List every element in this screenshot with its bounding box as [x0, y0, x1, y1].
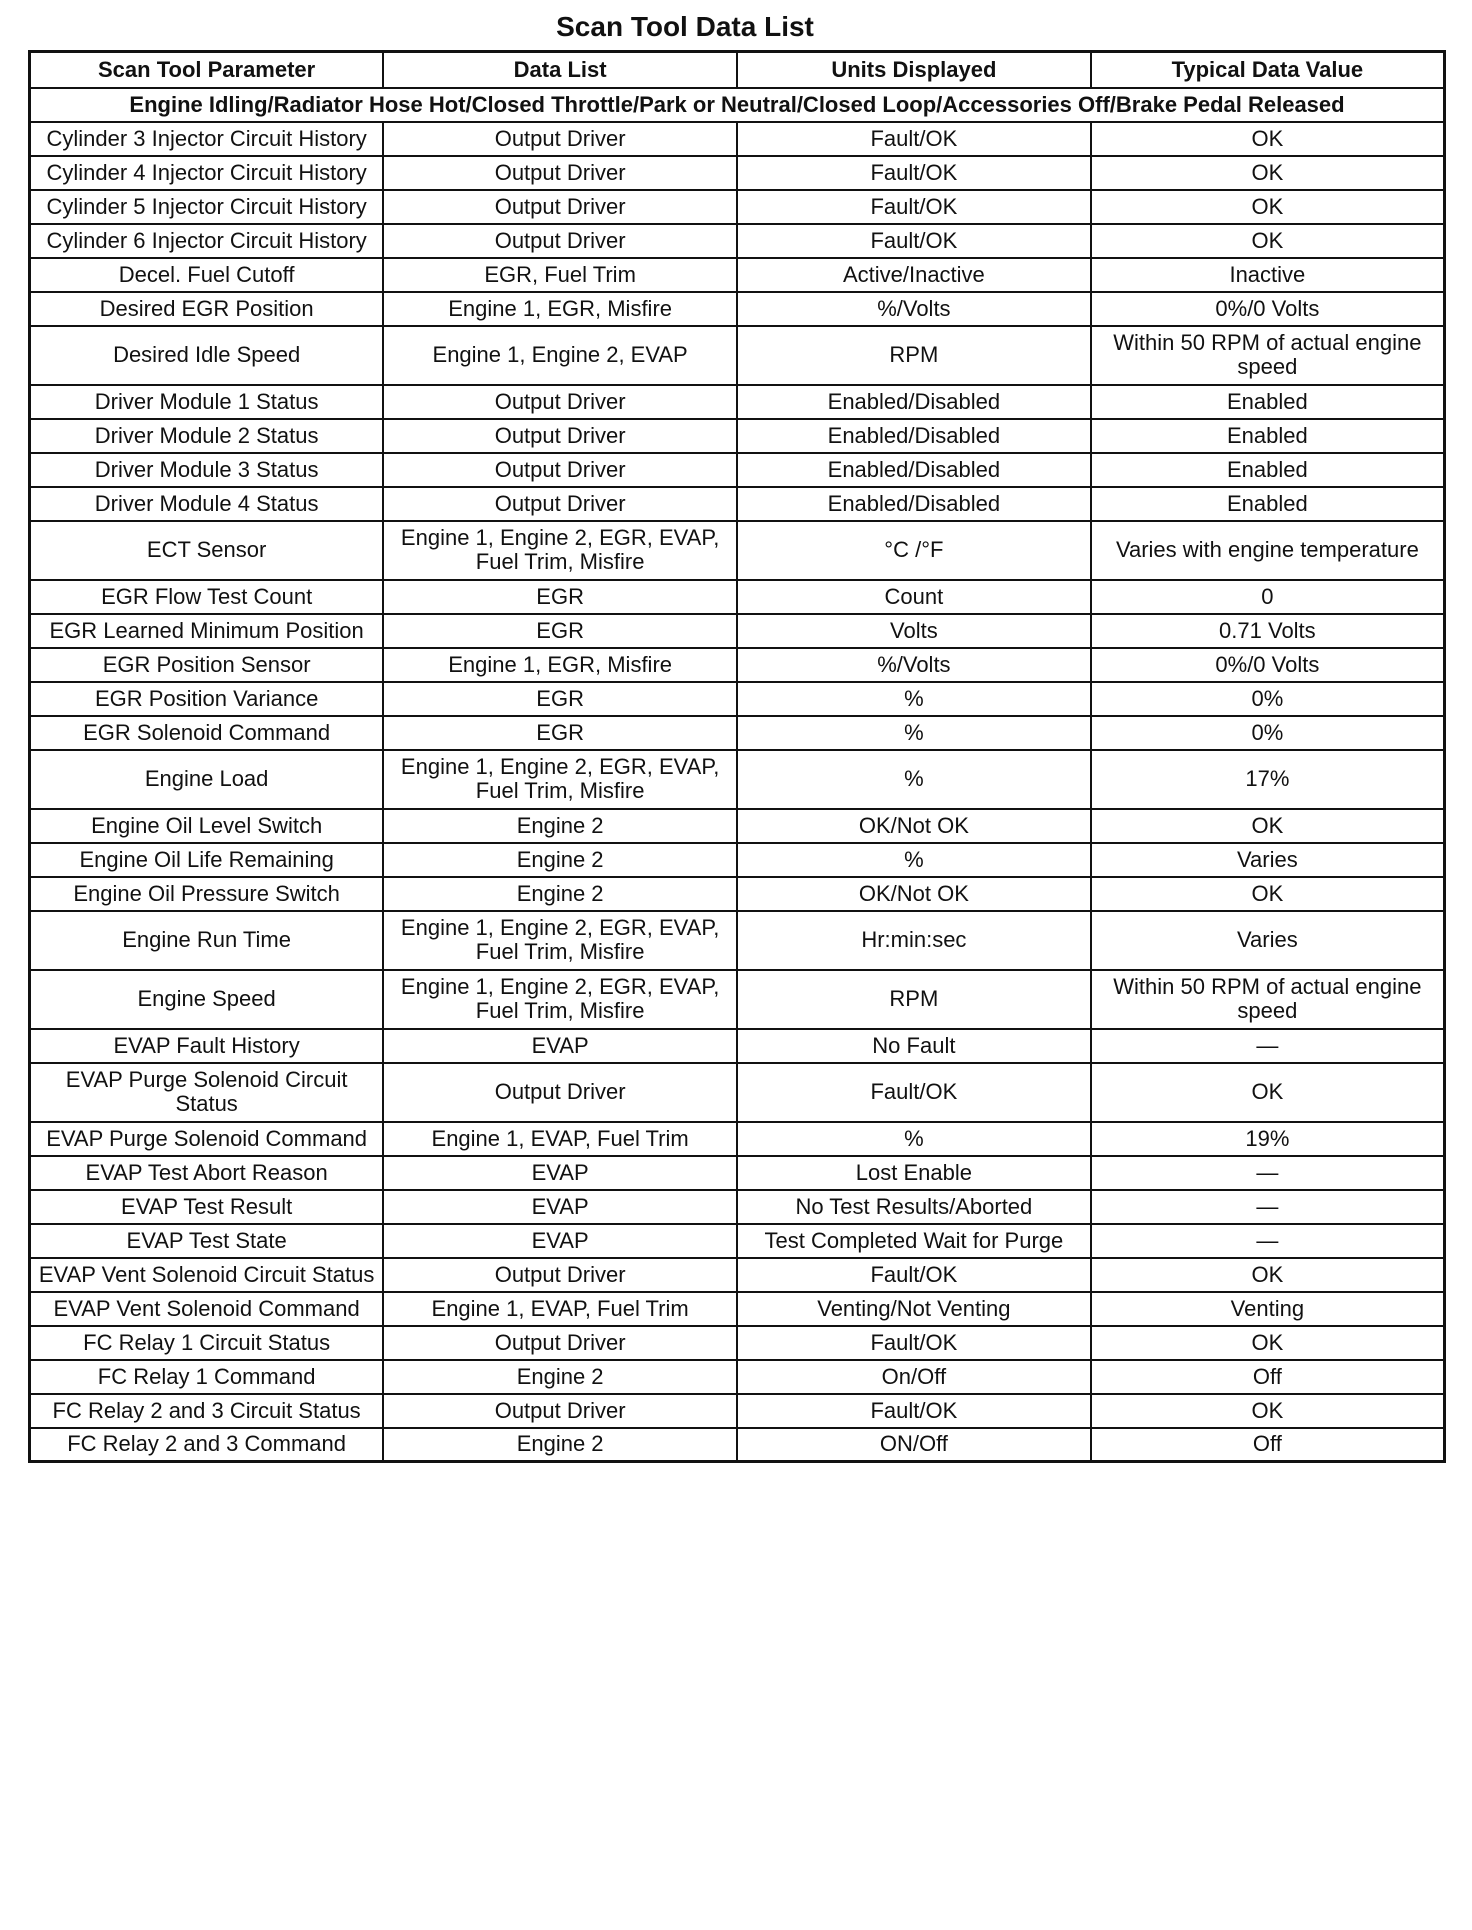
typical-value-cell: Varies with engine temperature	[1091, 521, 1445, 580]
data-list-cell: Output Driver	[383, 385, 737, 419]
table-row	[30, 1190, 1445, 1224]
parameter-cell: Decel. Fuel Cutoff	[30, 258, 384, 292]
parameter-cell: ECT Sensor	[30, 521, 384, 580]
data-list-cell: Output Driver	[383, 419, 737, 453]
data-list-cell: Output Driver	[383, 453, 737, 487]
table-row	[30, 911, 1445, 970]
data-list-cell: Engine 1, Engine 2, EGR, EVAP, Fuel Trim, Misfire	[383, 970, 737, 1029]
data-list-cell: Engine 2	[383, 1428, 737, 1462]
parameter-cell: EGR Position Variance	[30, 682, 384, 716]
typical-value-cell: OK	[1091, 156, 1445, 190]
table-row	[30, 1428, 1445, 1462]
data-list-cell: Engine 2	[383, 877, 737, 911]
table-row	[30, 1063, 1445, 1122]
parameter-cell: EGR Learned Minimum Position	[30, 614, 384, 648]
units-cell: No Test Results/Aborted	[737, 1190, 1091, 1224]
parameter-cell: Engine Load	[30, 750, 384, 809]
data-list-cell: Output Driver	[383, 1063, 737, 1122]
data-list-cell: EVAP	[383, 1156, 737, 1190]
table-row	[30, 385, 1445, 419]
typical-value-cell: Varies	[1091, 911, 1445, 970]
units-cell: %	[737, 750, 1091, 809]
units-cell: Enabled/Disabled	[737, 453, 1091, 487]
units-cell: %	[737, 716, 1091, 750]
units-cell: %/Volts	[737, 648, 1091, 682]
units-cell: °C /°F	[737, 521, 1091, 580]
table-row	[30, 1258, 1445, 1292]
table-row	[30, 122, 1445, 156]
typical-value-cell: Venting	[1091, 1292, 1445, 1326]
units-cell: No Fault	[737, 1029, 1091, 1063]
typical-value-cell: —	[1091, 1156, 1445, 1190]
units-cell: ON/Off	[737, 1428, 1091, 1462]
typical-value-cell: 17%	[1091, 750, 1445, 809]
column-header-typical-value: Typical Data Value	[1091, 52, 1445, 88]
page-title: Scan Tool Data List	[556, 11, 814, 42]
table-row	[30, 1394, 1445, 1428]
table-row	[30, 809, 1445, 843]
parameter-cell: Engine Oil Pressure Switch	[30, 877, 384, 911]
parameter-cell: FC Relay 1 Circuit Status	[30, 1326, 384, 1360]
table-row	[30, 1122, 1445, 1156]
table-row	[30, 614, 1445, 648]
data-list-cell: Engine 1, Engine 2, EGR, EVAP, Fuel Trim, Misfire	[383, 521, 737, 580]
table-row	[30, 1224, 1445, 1258]
data-list-cell: Engine 2	[383, 843, 737, 877]
typical-value-cell: —	[1091, 1190, 1445, 1224]
parameter-cell: Driver Module 3 Status	[30, 453, 384, 487]
typical-value-cell: OK	[1091, 224, 1445, 258]
parameter-cell: Engine Run Time	[30, 911, 384, 970]
parameter-cell: Desired Idle Speed	[30, 326, 384, 385]
table-row	[30, 970, 1445, 1029]
parameter-cell: Engine Oil Life Remaining	[30, 843, 384, 877]
units-cell: Volts	[737, 614, 1091, 648]
units-cell: %	[737, 682, 1091, 716]
typical-value-cell: 0%	[1091, 716, 1445, 750]
parameter-cell: EVAP Purge Solenoid Command	[30, 1122, 384, 1156]
data-list-cell: EGR	[383, 682, 737, 716]
units-cell: OK/Not OK	[737, 877, 1091, 911]
units-cell: Active/Inactive	[737, 258, 1091, 292]
typical-value-cell: OK	[1091, 122, 1445, 156]
typical-value-cell: OK	[1091, 1394, 1445, 1428]
data-list-cell: Engine 1, EGR, Misfire	[383, 648, 737, 682]
parameter-cell: EVAP Vent Solenoid Command	[30, 1292, 384, 1326]
data-list-cell: Engine 1, EVAP, Fuel Trim	[383, 1292, 737, 1326]
units-cell: Test Completed Wait for Purge	[737, 1224, 1091, 1258]
typical-value-cell: Enabled	[1091, 385, 1445, 419]
data-list-cell: EGR, Fuel Trim	[383, 258, 737, 292]
parameter-cell: Engine Oil Level Switch	[30, 809, 384, 843]
typical-value-cell: 0	[1091, 580, 1445, 614]
table-row	[30, 1360, 1445, 1394]
table-row	[30, 292, 1445, 326]
scan-tool-data-table	[28, 50, 1446, 1463]
data-list-cell: Output Driver	[383, 1258, 737, 1292]
table-row	[30, 326, 1445, 385]
table-row	[30, 419, 1445, 453]
table-row	[30, 1326, 1445, 1360]
typical-value-cell: OK	[1091, 809, 1445, 843]
table-row	[30, 487, 1445, 521]
parameter-cell: EVAP Purge Solenoid Circuit Status	[30, 1063, 384, 1122]
parameter-cell: EGR Flow Test Count	[30, 580, 384, 614]
typical-value-cell: Off	[1091, 1360, 1445, 1394]
table-row	[30, 843, 1445, 877]
typical-value-cell: —	[1091, 1029, 1445, 1063]
table-row	[30, 750, 1445, 809]
table-body	[30, 88, 1445, 1462]
table-row	[30, 1292, 1445, 1326]
table-row	[30, 682, 1445, 716]
data-list-cell: Engine 1, Engine 2, EVAP	[383, 326, 737, 385]
table-row	[30, 258, 1445, 292]
units-cell: %	[737, 843, 1091, 877]
parameter-cell: Driver Module 4 Status	[30, 487, 384, 521]
parameter-cell: EVAP Test Result	[30, 1190, 384, 1224]
table-row	[30, 521, 1445, 580]
table-row	[30, 224, 1445, 258]
parameter-cell: Desired EGR Position	[30, 292, 384, 326]
header-row	[30, 52, 1445, 88]
parameter-cell: Cylinder 6 Injector Circuit History	[30, 224, 384, 258]
condition-row	[30, 88, 1445, 122]
parameter-cell: EGR Position Sensor	[30, 648, 384, 682]
typical-value-cell: OK	[1091, 190, 1445, 224]
typical-value-cell: OK	[1091, 877, 1445, 911]
parameter-cell: EVAP Fault History	[30, 1029, 384, 1063]
parameter-cell: EVAP Test State	[30, 1224, 384, 1258]
units-cell: Fault/OK	[737, 1063, 1091, 1122]
parameter-cell: Cylinder 5 Injector Circuit History	[30, 190, 384, 224]
data-list-cell: Engine 2	[383, 1360, 737, 1394]
parameter-cell: EVAP Vent Solenoid Circuit Status	[30, 1258, 384, 1292]
data-list-cell: Engine 1, EGR, Misfire	[383, 292, 737, 326]
units-cell: RPM	[737, 970, 1091, 1029]
units-cell: Enabled/Disabled	[737, 385, 1091, 419]
table-row	[30, 877, 1445, 911]
table-row	[30, 648, 1445, 682]
units-cell: RPM	[737, 326, 1091, 385]
parameter-cell: FC Relay 1 Command	[30, 1360, 384, 1394]
column-header-units: Units Displayed	[737, 52, 1091, 88]
typical-value-cell: 19%	[1091, 1122, 1445, 1156]
units-cell: Enabled/Disabled	[737, 419, 1091, 453]
data-list-cell: Output Driver	[383, 156, 737, 190]
units-cell: Enabled/Disabled	[737, 487, 1091, 521]
typical-value-cell: OK	[1091, 1258, 1445, 1292]
typical-value-cell: 0%/0 Volts	[1091, 292, 1445, 326]
typical-value-cell: 0%/0 Volts	[1091, 648, 1445, 682]
units-cell: Fault/OK	[737, 1258, 1091, 1292]
table-row	[30, 1156, 1445, 1190]
parameter-cell: Cylinder 3 Injector Circuit History	[30, 122, 384, 156]
data-list-cell: Engine 1, Engine 2, EGR, EVAP, Fuel Trim, Misfire	[383, 750, 737, 809]
parameter-cell: FC Relay 2 and 3 Command	[30, 1428, 384, 1462]
data-list-cell: EVAP	[383, 1190, 737, 1224]
data-list-cell: Output Driver	[383, 1394, 737, 1428]
test-condition: Engine Idling/Radiator Hose Hot/Closed Throttle/Park or Neutral/Closed Loop/Accessories Off/Brake Pedal Released	[30, 88, 1445, 122]
units-cell: Lost Enable	[737, 1156, 1091, 1190]
typical-value-cell: Enabled	[1091, 487, 1445, 521]
typical-value-cell: Inactive	[1091, 258, 1445, 292]
data-list-cell: EGR	[383, 580, 737, 614]
typical-value-cell: OK	[1091, 1326, 1445, 1360]
units-cell: Fault/OK	[737, 122, 1091, 156]
parameter-cell: Driver Module 1 Status	[30, 385, 384, 419]
units-cell: Fault/OK	[737, 156, 1091, 190]
typical-value-cell: —	[1091, 1224, 1445, 1258]
units-cell: Fault/OK	[737, 224, 1091, 258]
typical-value-cell: Enabled	[1091, 419, 1445, 453]
data-list-cell: Output Driver	[383, 190, 737, 224]
parameter-cell: Cylinder 4 Injector Circuit History	[30, 156, 384, 190]
data-list-cell: EGR	[383, 614, 737, 648]
table-row	[30, 453, 1445, 487]
data-list-cell: Output Driver	[383, 487, 737, 521]
typical-value-cell: Varies	[1091, 843, 1445, 877]
table-row	[30, 580, 1445, 614]
data-list-cell: Output Driver	[383, 122, 737, 156]
data-list-cell: Engine 2	[383, 809, 737, 843]
parameter-cell: Driver Module 2 Status	[30, 419, 384, 453]
typical-value-cell: Within 50 RPM of actual engine speed	[1091, 970, 1445, 1029]
data-list-cell: Output Driver	[383, 224, 737, 258]
column-header-data-list: Data List	[383, 52, 737, 88]
data-list-cell: Output Driver	[383, 1326, 737, 1360]
data-list-cell: Engine 1, Engine 2, EGR, EVAP, Fuel Trim, Misfire	[383, 911, 737, 970]
parameter-cell: Engine Speed	[30, 970, 384, 1029]
parameter-cell: FC Relay 2 and 3 Circuit Status	[30, 1394, 384, 1428]
units-cell: Fault/OK	[737, 190, 1091, 224]
parameter-cell: EGR Solenoid Command	[30, 716, 384, 750]
units-cell: %/Volts	[737, 292, 1091, 326]
data-list-cell: Engine 1, EVAP, Fuel Trim	[383, 1122, 737, 1156]
table-row	[30, 716, 1445, 750]
typical-value-cell: Enabled	[1091, 453, 1445, 487]
units-cell: Fault/OK	[737, 1326, 1091, 1360]
typical-value-cell: 0%	[1091, 682, 1445, 716]
units-cell: Hr:min:sec	[737, 911, 1091, 970]
data-list-cell: EVAP	[383, 1224, 737, 1258]
units-cell: On/Off	[737, 1360, 1091, 1394]
table-row	[30, 156, 1445, 190]
data-list-cell: EVAP	[383, 1029, 737, 1063]
table-row	[30, 1029, 1445, 1063]
units-cell: Venting/Not Venting	[737, 1292, 1091, 1326]
units-cell: Fault/OK	[737, 1394, 1091, 1428]
typical-value-cell: Off	[1091, 1428, 1445, 1462]
typical-value-cell: 0.71 Volts	[1091, 614, 1445, 648]
typical-value-cell: Within 50 RPM of actual engine speed	[1091, 326, 1445, 385]
data-list-cell: EGR	[383, 716, 737, 750]
parameter-cell: EVAP Test Abort Reason	[30, 1156, 384, 1190]
column-header-parameter: Scan Tool Parameter	[30, 52, 384, 88]
table-row	[30, 190, 1445, 224]
typical-value-cell: OK	[1091, 1063, 1445, 1122]
units-cell: %	[737, 1122, 1091, 1156]
units-cell: Count	[737, 580, 1091, 614]
units-cell: OK/Not OK	[737, 809, 1091, 843]
